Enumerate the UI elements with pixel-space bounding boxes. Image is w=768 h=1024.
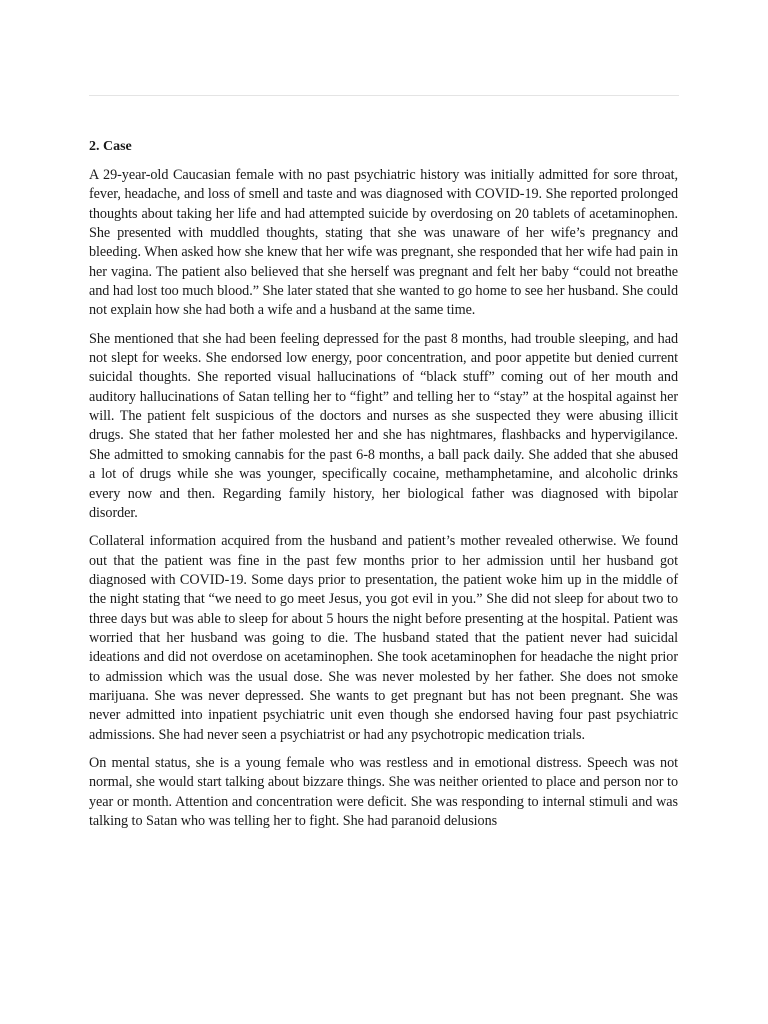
- paragraph-collateral: Collateral information acquired from the husband and patient’s mother revealed otherwise. We found out that the patient was fine in the past few months prior to her admission until her husband got diagnosed with COVID-19. Some days prior to presentation, the patient woke him up in the middle of the night stating that “we need to go meet Jesus, you got evil in you.” She did not sleep for about two to three days but was able to sleep for about 5 hours the night before presenting at the hospital. Patient was worried that her husband was going to die. The husband stated that the patient never had suicidal ideations and did not overdose on acetaminophen. She took acetaminophen for headache the night prior to admission which was the usual dose. She was never molested by her father. She does not smoke marijuana. She was never depressed. She wants to get pregnant but has not been pregnant. She was never admitted into inpatient psychiatric unit even though she endorsed having four past psychiatric admissions. She had never seen a psychiatrist or had any psychotropic medication trials.: [89, 533, 678, 743]
- paragraph-mental-status: On mental status, she is a young female who was restless and in emotional distress. Speech was not normal, she would start talking about bizzare things. She was neither oriented to place and person nor to year or month. Attention and concentration were deficit. She was responding to internal stimuli and was talking to Satan who was telling her to fight. She had paranoid delusions: [89, 754, 678, 829]
- case-section: [89, 137, 678, 840]
- section-heading: 2. Case: [89, 139, 132, 154]
- header-divider: [89, 95, 679, 96]
- paragraph-history: She mentioned that she had been feeling depressed for the past 8 months, had trouble sleeping, and had not slept for weeks. She endorsed low energy, poor concentration, and poor appetite but denied current suicidal thoughts. She reported visual hallucinations of “black stuff” coming out of her mouth and auditory hallucinations of Satan telling her to “fight” and telling her to “stay” at the hospital against her will. The patient felt suspicious of the doctors and nurses as she suspected they were abusing illicit drugs. She stated that her father molested her and she has nightmares, flashbacks and hypervigilance. She admitted to smoking cannabis for the past 6-8 months, a ball pack daily. She added that she abused a lot of drugs while she was younger, specifically cocaine, methamphetamine, and alcoholic drinks every now and then. Regarding family history, her biological father was diagnosed with bipolar disorder.: [89, 330, 678, 521]
- paragraph-presentation: A 29-year-old Caucasian female with no past psychiatric history was initially admitted for sore throat, fever, headache, and loss of smell and taste and was diagnosed with COVID-19. She reported prolonged thoughts about taking her life and had attempted suicide by overdosing on 20 tablets of acetaminophen. She presented with muddled thoughts, stating that she was unaware of her wife’s pregnancy and bleeding. When asked how she knew that her wife was pregnant, she responded that her wife had pain in her vagina. The patient also believed that she herself was pregnant and felt her baby “could not breathe and had lost too much blood.” She later stated that she wanted to go home to see her husband. She could not explain how she had both a wife and a husband at the same time.: [89, 167, 678, 319]
